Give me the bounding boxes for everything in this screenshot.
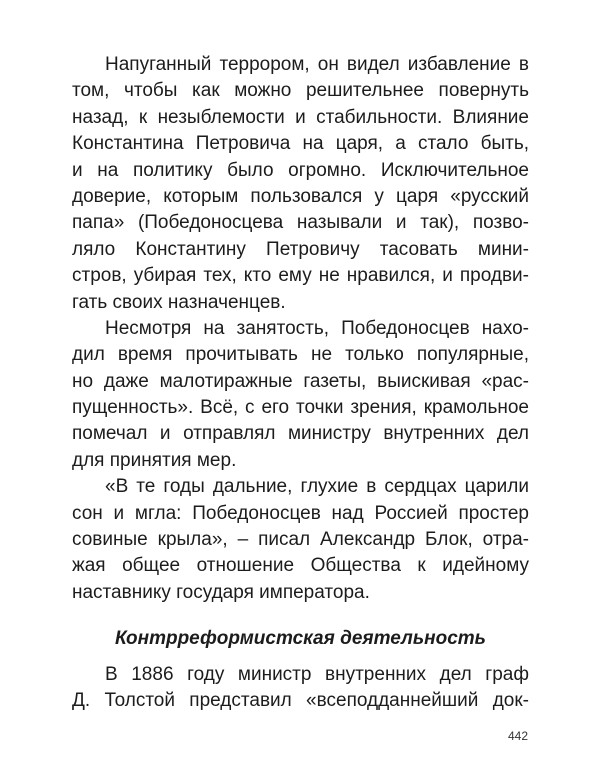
text-line: Д. Толстой представил «всеподданнейший док- (72, 690, 529, 712)
text-line: гать своих назначенцев. (72, 291, 286, 313)
text-line: папа» (Победоносцева называли и так), позво- (72, 212, 529, 234)
text-line: том, чтобы как можно решительнее повернуть (72, 80, 529, 102)
text-line: «В те годы дальние, глухие в сердцах царили (105, 476, 529, 498)
text-line: доверие, которым пользовался у царя «русский (72, 185, 529, 207)
text-line: сон и мгла: Победоносцев над Россией простер (72, 502, 529, 524)
text-line: В 1886 году министр внутренних дел граф (105, 664, 529, 685)
text-line: назад, к незыблемости и стабильности. Влияние (72, 106, 529, 128)
paragraph-1 (72, 52, 529, 316)
text-line: но даже малотиражные газеты, выискивая «рас- (72, 370, 529, 392)
paragraph-2 (72, 316, 529, 474)
text-line: для принятия мер. (72, 449, 237, 471)
text-line: совиные крыла», – писал Александр Блок, отра- (72, 529, 529, 551)
paragraph-3 (72, 474, 529, 606)
text-line: Напуганный террором, он видел избавление в (105, 54, 529, 75)
text-line: помечал и отправлял министру внутренних дел (72, 423, 529, 445)
paragraph-4 (72, 662, 529, 715)
page-number: 442 (507, 729, 528, 743)
page-body (72, 52, 529, 712)
text-line: жая общее отношение Общества к идейному (72, 555, 529, 577)
text-line: наставнику государя императора. (72, 581, 370, 603)
text-line: стров, убирая тех, кто ему не нравился, и продви- (72, 265, 529, 287)
text-line: и на политику было огромно. Исключительное (72, 159, 529, 181)
text-line: пущенность». Всё, с его точки зрения, крамольное (72, 397, 529, 419)
text-line: Константина Петровича на царя, а стало быть, (72, 133, 529, 155)
text-line: Несмотря на занятость, Победоносцев нахо- (105, 317, 529, 339)
text-line: дил время прочитывать не только популярные, (72, 344, 529, 366)
section-heading: Контрреформистская деятельность (115, 628, 486, 649)
text-line: ляло Константину Петровичу тасовать мини- (72, 238, 529, 260)
